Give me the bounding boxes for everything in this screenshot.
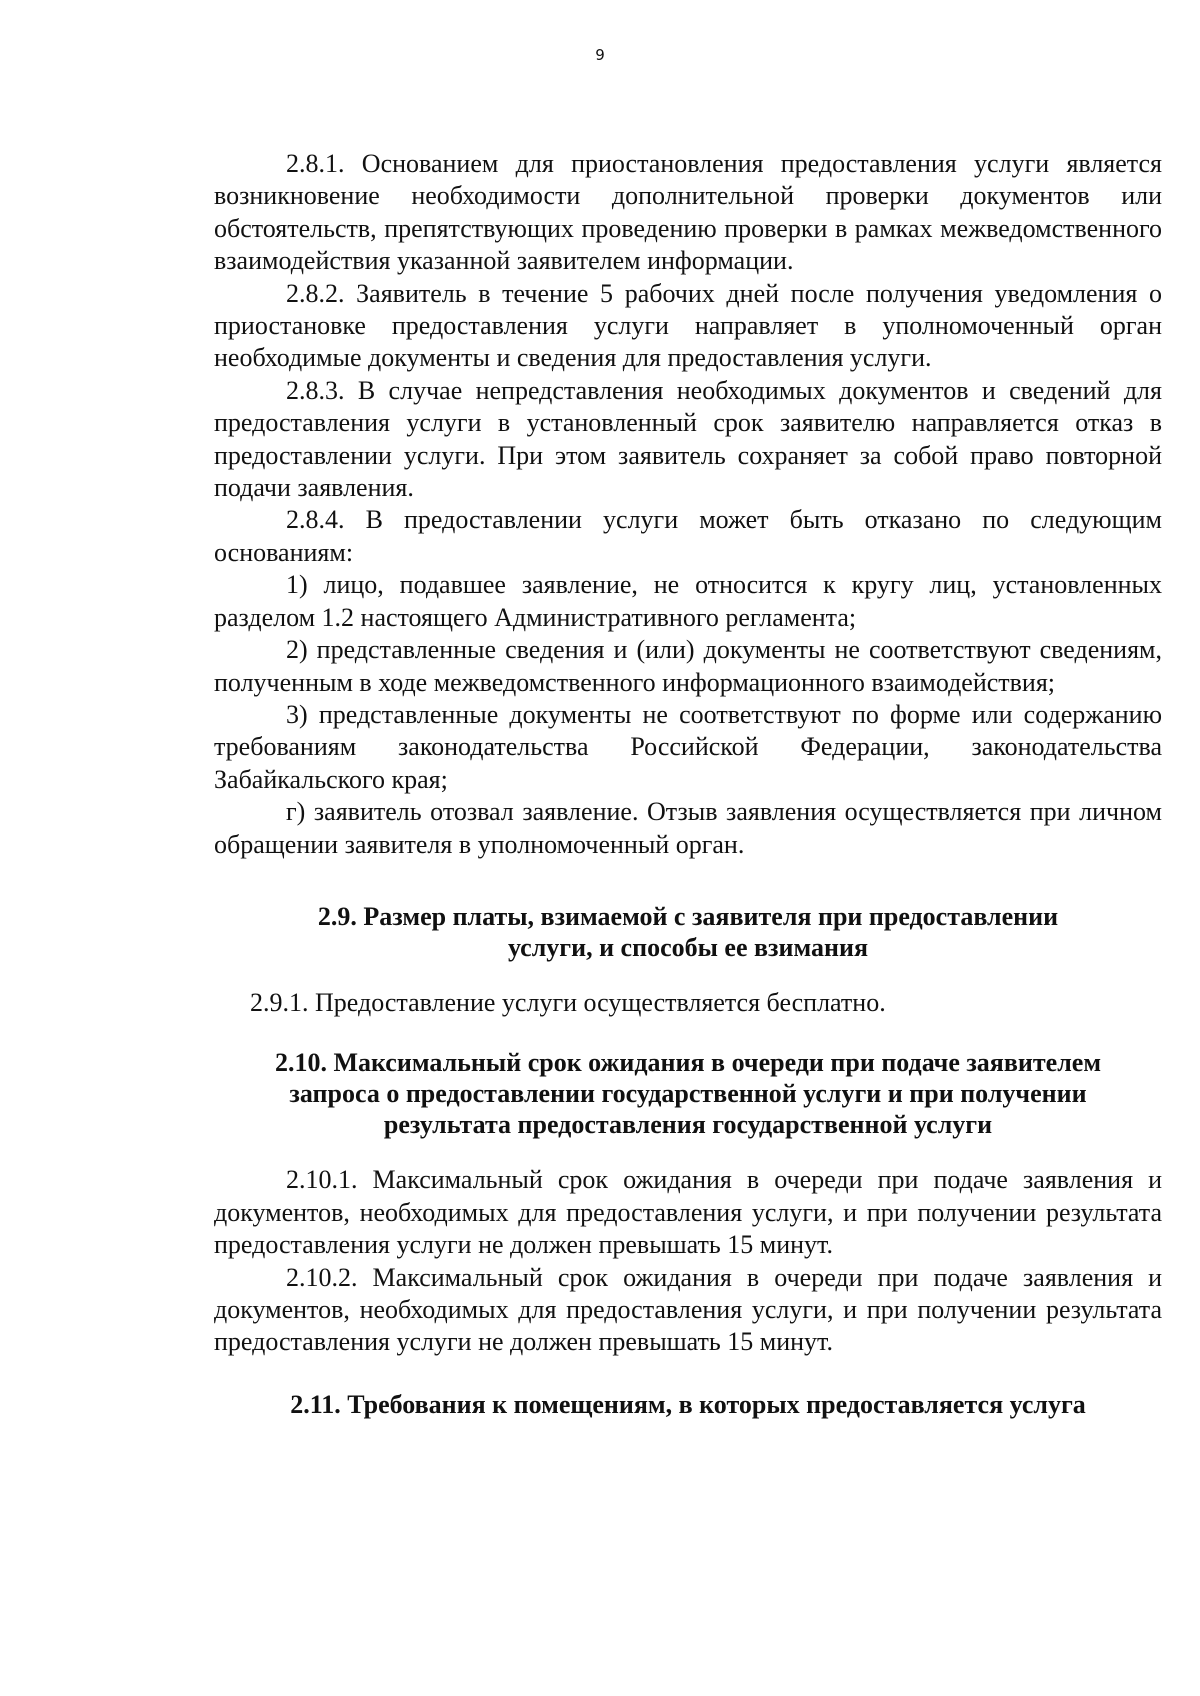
heading-line: 2.10. Максимальный срок ожидания в очереди при подаче заявителем: [274, 1048, 1102, 1078]
heading-line: результата предоставления государственной услуги: [383, 1110, 993, 1140]
document-body: [214, 148, 1162, 1420]
heading-line: 2.9. Размер платы, взимаемой с заявителя при предоставлении: [317, 901, 1059, 931]
paragraph-2-10-1: 2.10.1. Максимальный срок ожидания в очереди при подаче заявления и документов, необходимых для предоставления услуги, и при получении результата предоставления услуги не должен превышать 15 минут.: [214, 1165, 1162, 1260]
list-item-refusal-4: г) заявитель отозвал заявление. Отзыв заявления осуществляется при личном обращении заявителя в уполномоченный орган.: [214, 797, 1162, 859]
heading-line: 2.11. Требования к помещениям, в которых предоставляется услуга: [290, 1389, 1086, 1419]
spacer: [214, 1359, 1162, 1389]
page-number: 9: [595, 46, 605, 64]
paragraph-2-8-2: 2.8.2. Заявитель в течение 5 рабочих дней после получения уведомления о приостановке предоставления услуги направляет в уполномоченный орган необходимые документы и сведения для предоставления услуги.: [214, 278, 1162, 373]
spacer: [214, 1019, 1162, 1047]
paragraph-2-8-1: 2.8.1. Основанием для приостановления предоставления услуги является возникновение необходимости дополнительной проверки документов или обстоятельств, препятствующих проведению проверки в рамках межведомственного взаимодействия указанной заявителем информации.: [214, 149, 1162, 276]
spacer: [214, 963, 1162, 987]
list-item-refusal-2: 2) представленные сведения и (или) документы не соответствуют сведениям, полученным в ходе межведомственного информационного взаимодействия;: [214, 635, 1162, 697]
heading-line: услуги, и способы ее взимания: [507, 932, 869, 962]
list-item-refusal-1: 1) лицо, подавшее заявление, не относится к кругу лиц, установленных разделом 1.2 настоящего Административного регламента;: [214, 570, 1162, 632]
heading-line: запроса о предоставлении государственной услуги и при получении: [289, 1079, 1087, 1109]
section-heading-2-10: [214, 1047, 1162, 1140]
list-item-refusal-3: 3) представленные документы не соответствуют по форме или содержанию требованиям законодательства Российской Федерации, законодательства Забайкальского края;: [214, 699, 1162, 794]
section-heading-2-9: [214, 901, 1162, 963]
spacer: [214, 1140, 1162, 1164]
section-heading-2-11: [214, 1389, 1162, 1420]
paragraph-2-8-3: 2.8.3. В случае непредставления необходимых документов и сведений для предоставления услуги в установленный срок заявителю направляется отказ в предоставлении услуги. При этом заявитель сохраняет за собой право повторной подачи заявления.: [214, 375, 1162, 503]
paragraph-2-10-2: 2.10.2. Максимальный срок ожидания в очереди при подаче заявления и документов, необходимых для предоставления услуги, и при получении результата предоставления услуги не должен превышать 15 минут.: [214, 1262, 1162, 1357]
spacer: [214, 861, 1162, 901]
paragraph-2-8-4: 2.8.4. В предоставлении услуги может быть отказано по следующим основаниям:: [214, 505, 1162, 567]
paragraph-2-9-1: 2.9.1. Предоставление услуги осуществляется бесплатно.: [250, 987, 886, 1017]
